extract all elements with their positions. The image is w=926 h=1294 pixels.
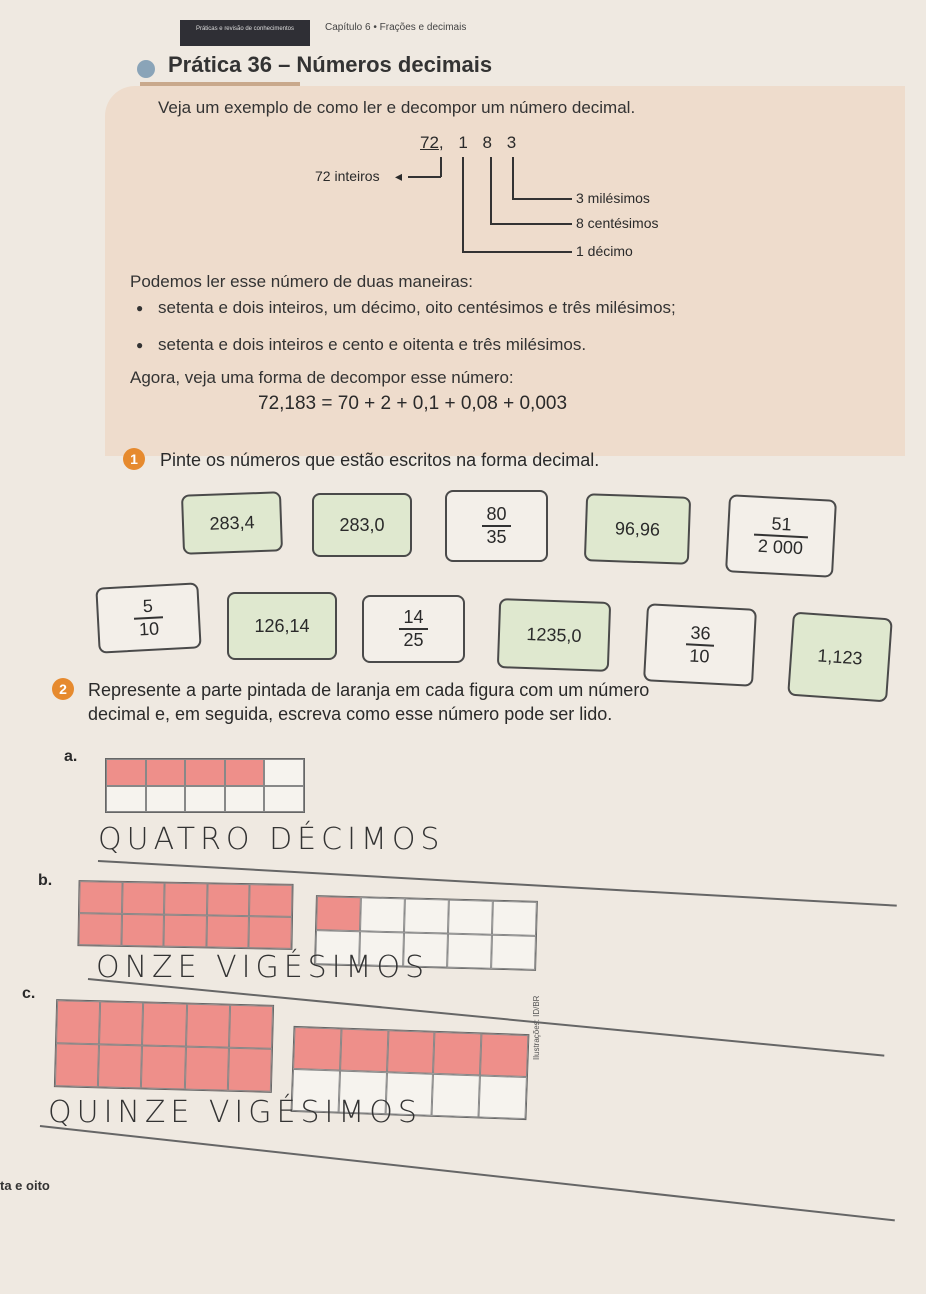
number-box-value: 96,96 [614, 517, 661, 540]
number-box-value: 283,0 [339, 514, 385, 535]
figure-b-grid-1 [77, 880, 293, 950]
number-box-value: 1235,0 [526, 623, 582, 646]
denominator: 35 [482, 525, 510, 548]
bracket-int [440, 157, 442, 177]
label-integers: 72 inteiros [315, 168, 380, 184]
page-title: Prática 36 – Números decimais [168, 52, 493, 77]
number-decimal-part: , 1 8 3 [438, 133, 522, 152]
illustration-credit: Ilustrações: ID/BR [532, 995, 541, 1060]
chapter-title: Capítulo 6 • Frações e decimais [325, 22, 467, 33]
number-box[interactable] [227, 592, 337, 660]
number-box[interactable] [643, 603, 757, 687]
question-1-text: Pinte os números que estão escritos na forma decimal. [160, 450, 600, 470]
arrow-8 [490, 223, 572, 225]
number-box-value: 126,14 [254, 615, 310, 636]
title-icon [137, 60, 155, 78]
question-2-text [88, 678, 926, 726]
fraction [482, 504, 510, 548]
example-number [420, 133, 521, 153]
numerator: 14 [403, 607, 424, 627]
number-integer-part: 72 [420, 133, 439, 152]
item-a-label: a. [64, 748, 78, 765]
figure-c-grid-1 [54, 999, 274, 1093]
answer-a: QUATRO DÉCIMOS [98, 822, 445, 857]
numerator: 36 [690, 622, 712, 644]
fraction [133, 595, 163, 640]
number-box[interactable] [95, 582, 201, 653]
label-tenths: 1 décimo [576, 243, 633, 259]
number-box[interactable] [725, 494, 837, 578]
fraction [685, 622, 715, 667]
figure-a-grid [105, 758, 305, 813]
arrow-1 [462, 251, 572, 253]
numerator: 51 [771, 513, 793, 535]
question-2-line-2: decimal e, em seguida, escreva como esse número pode ser lido. [88, 704, 613, 724]
answer-b: ONZE VIGÉSIMOS [96, 950, 430, 985]
bracket-1 [462, 157, 464, 252]
bracket-8 [490, 157, 492, 224]
number-box[interactable] [362, 595, 465, 663]
arrow-int-head: ◂ [395, 168, 403, 184]
fraction [399, 607, 427, 651]
number-box[interactable] [445, 490, 548, 562]
arrow-3 [512, 198, 572, 200]
item-c-label: c. [22, 985, 36, 1002]
denominator: 2 000 [753, 534, 807, 560]
denominator: 25 [399, 628, 427, 651]
number-box[interactable] [584, 493, 691, 565]
question-1-badge: 1 [123, 448, 145, 470]
section-tag: Práticas e revisão de conhecimentos [180, 20, 310, 46]
denominator: 10 [134, 616, 163, 640]
label-thousandths: 3 milésimos [576, 190, 650, 206]
answer-c: QUINZE VIGÉSIMOS [48, 1095, 422, 1130]
number-box[interactable] [181, 491, 283, 554]
footer-text: ta e oito [0, 1178, 50, 1193]
denominator: 10 [685, 643, 714, 667]
number-box[interactable] [312, 493, 412, 557]
numerator: 5 [142, 595, 154, 617]
item-b-label: b. [38, 872, 53, 889]
example-intro: Veja um exemplo de como ler e decompor um número decimal. [158, 98, 636, 117]
number-box[interactable] [497, 598, 611, 672]
arrow-int [408, 176, 441, 178]
answer-line-c [40, 1125, 895, 1221]
decomposition: 72,183 = 70 + 2 + 0,1 + 0,08 + 0,003 [258, 393, 568, 414]
decomp-intro: Agora, veja uma forma de decompor esse número: [130, 368, 514, 387]
bracket-3 [512, 157, 514, 199]
read-option-2: ● setenta e dois inteiros e cento e oitenta e três milésimos. [158, 335, 586, 355]
read-intro: Podemos ler esse número de duas maneiras: [130, 272, 474, 291]
fraction [753, 513, 808, 560]
label-hundredths: 8 centésimos [576, 215, 659, 231]
question-2-line-1: Represente a parte pintada de laranja em cada figura com um número [88, 680, 650, 700]
number-box-value: 1,123 [816, 644, 864, 669]
read-option-1: ● setenta e dois inteiros, um décimo, oito centésimos e três milésimos; [158, 298, 676, 318]
numerator: 80 [486, 504, 507, 524]
number-box-value: 283,4 [209, 511, 255, 534]
question-2-badge: 2 [52, 678, 74, 700]
